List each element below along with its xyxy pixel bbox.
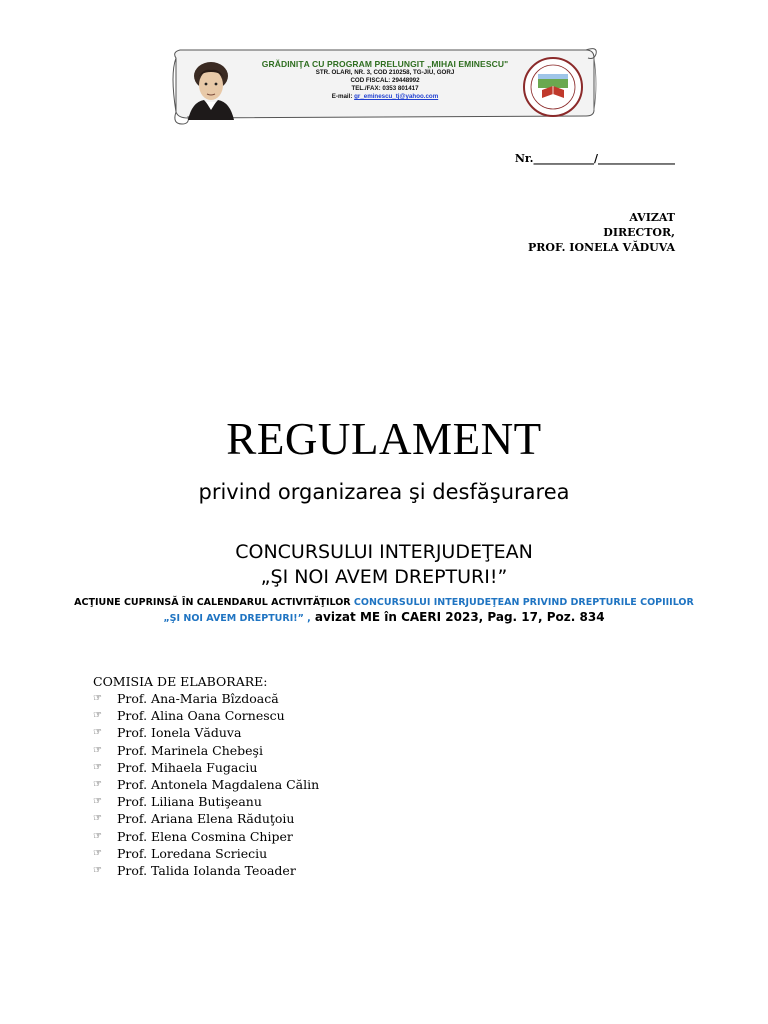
list-item: ☞ Prof. Alina Oana Cornescu <box>93 708 285 724</box>
list-item: ☞ Prof. Elena Cosmina Chiper <box>93 828 293 844</box>
pointing-hand-icon: ☞ <box>93 796 102 808</box>
approval-person: PROF. IONELA VĂDUVA <box>527 241 675 254</box>
action-highlight: CONCURSULUI INTERJUDEŢEAN PRIVIND DREPTURILE COPIIILOR „ŞI NOI AVEM DREPTURI!” , <box>163 597 694 624</box>
list-item: ☞ Prof. Liliana Butişeanu <box>93 794 262 810</box>
commission-members <box>93 690 319 879</box>
pointing-hand-icon: ☞ <box>93 761 102 773</box>
school-phone: TEL./FAX: 0353 801417 <box>351 85 419 93</box>
approval-block <box>528 210 675 255</box>
pointing-hand-icon: ☞ <box>93 779 102 791</box>
school-fiscal-code: COD FISCAL: 29448992 <box>350 77 420 85</box>
list-item: ☞ Prof. Ariana Elena Răduţoiu <box>93 811 295 827</box>
registration-number: Nr.___________/______________ <box>514 152 675 165</box>
contest-line-2: „ŞI NOI AVEM DREPTURI!” <box>260 566 508 588</box>
pointing-hand-icon: ☞ <box>93 865 102 877</box>
approval-role: DIRECTOR, <box>603 226 675 239</box>
school-crest-icon <box>522 56 584 118</box>
pointing-hand-icon: ☞ <box>93 847 102 859</box>
action-suffix: avizat ME în CAERI 2023, Pag. 17, Poz. 834 <box>310 610 605 624</box>
list-item: ☞ Prof. Mihaela Fugaciu <box>93 759 258 775</box>
school-email-line <box>246 94 524 101</box>
pointing-hand-icon: ☞ <box>93 744 102 756</box>
list-item: ☞ Prof. Antonela Magdalena Călin <box>93 777 320 793</box>
list-item: ☞ Prof. Ionela Văduva <box>93 725 242 741</box>
contest-line-1: CONCURSULUI INTERJUDEŢEAN <box>235 541 533 563</box>
email-label: E-mail: <box>331 93 355 101</box>
action-prefix: ACŢIUNE CUPRINSĂ ÎN CALENDARUL ACTIVITĂŢILOR <box>74 597 354 608</box>
commission-heading: COMISIA DE ELABORARE: <box>93 674 268 689</box>
action-statement <box>70 595 698 626</box>
contest-name <box>0 540 768 590</box>
pointing-hand-icon: ☞ <box>93 693 102 704</box>
list-item: ☞ Prof. Marinela Chebeşi <box>93 742 263 758</box>
pointing-hand-icon: ☞ <box>93 710 102 722</box>
document-subtitle: privind organizarea şi desfăşurarea <box>198 480 570 504</box>
school-info <box>246 60 524 101</box>
commission-section <box>93 673 319 879</box>
school-title: GRĂDINIŢA CU PROGRAM PRELUNGIT „MIHAI EMINESCU" <box>261 59 509 69</box>
approval-label: AVIZAT <box>629 211 675 224</box>
pointing-hand-icon: ☞ <box>93 727 102 739</box>
eminescu-portrait-icon <box>182 58 240 120</box>
list-item: ☞ Prof. Talida Iolanda Teoader <box>93 863 296 879</box>
list-item: ☞ Prof. Ana-Maria Bîzdoacă <box>93 691 279 706</box>
list-item: ☞ Prof. Loredana Scrieciu <box>93 845 268 861</box>
pointing-hand-icon: ☞ <box>93 813 102 825</box>
school-address: STR. OLARI, NR. 3, COD 210258, TG-JIU, GORJ <box>315 69 455 77</box>
document-title: REGULAMENT <box>226 413 542 464</box>
email-link[interactable]: gr_eminescu_tj@yahoo.com <box>354 93 439 101</box>
header-banner <box>168 44 600 128</box>
pointing-hand-icon: ☞ <box>93 830 102 842</box>
